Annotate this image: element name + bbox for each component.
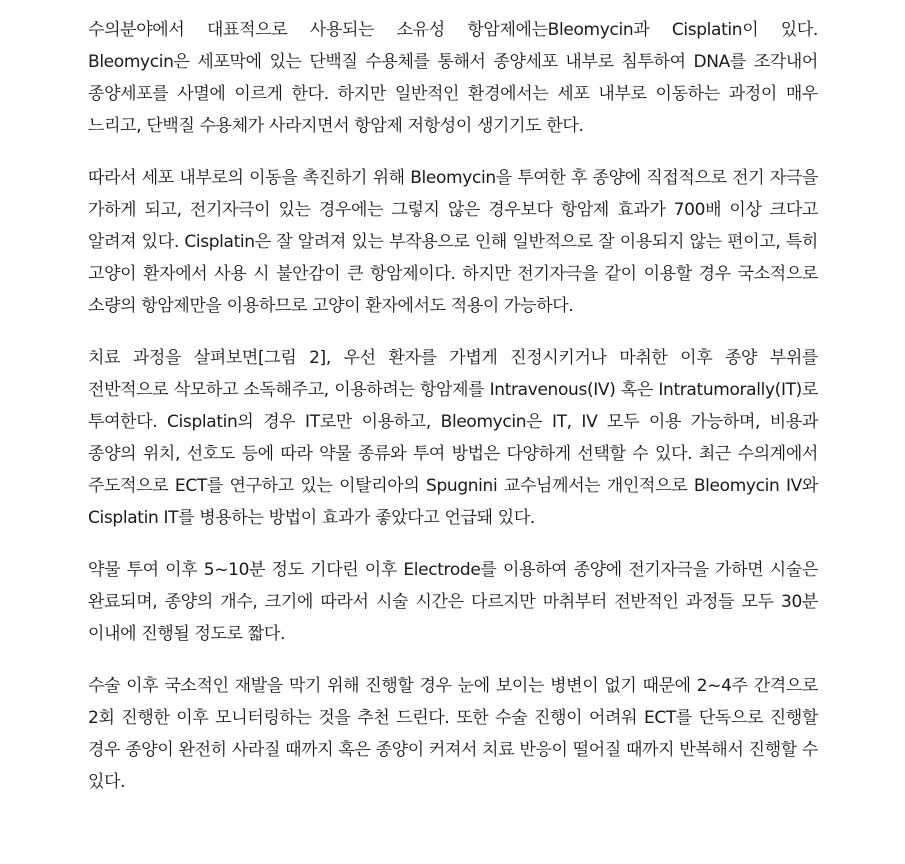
- article-body: [88, 14, 818, 818]
- paragraph-electric-stimulation: 따라서 세포 내부로의 이동을 촉진하기 위해 Bleomycin을 투여한 후 종양에 직접적으로 전기 자극을 가하게 되고, 전기자극이 있는 경우에는 그렇지 않은 경우보다 항암제 효과가 700배 이상 크다고 알려져 있다. Cisplatin은 잘 알려져 있는 부작용으로 인해 일반적으로 잘 이용되지 않는 편이고, 특히 고양이 환자에서 사용 시 불안감이 큰 항암제이다. 하지만 전기자극을 같이 이용할 경우 국소적으로 소량의 항암제만을 이용하므로 고양이 환자에서도 적용이 가능하다.: [88, 168, 818, 316]
- paragraph-treatment-process: 치료 과정을 살펴보면[그림 2], 우선 환자를 가볍게 진정시키거나 마취한 이후 종양 부위를 전반적으로 삭모하고 소독해주고, 이용하려는 항암제를 Intravenous(IV) 혹은 Intratumorally(IT)로 투여한다. Cisplatin의 경우 IT로만 이용하고, Bleomycin은 IT, IV 모두 이용 가능하며, 비용과 종양의 위치, 선호도 등에 따라 약물 종류와 투여 방법은 다양하게 선택할 수 있다. 최근 수의계에서 주도적으로 ECT를 연구하고 있는 이탈리아의 Spugnini 교수님께서는 개인적으로 Bleomycin IV와 Cisplatin IT를 병용하는 방법이 효과가 좋았다고 언급돼 있다.: [88, 348, 818, 528]
- paragraph-post-surgery: 수술 이후 국소적인 재발을 막기 위해 진행할 경우 눈에 보이는 병변이 없기 때문에 2~4주 간격으로 2회 진행한 이후 모니터링하는 것을 추천 드린다. 또한 수술 진행이 어려워 ECT를 단독으로 진행할 경우 종양이 완전히 사라질 때까지 혹은 종양이 커져서 치료 반응이 떨어질 때까지 반복해서 진행할 수 있다.: [88, 676, 818, 792]
- paragraph-antitumor-drugs: 수의분야에서 대표적으로 사용되는 소유성 항암제에는Bleomycin과 Cisplatin이 있다. Bleomycin은 세포막에 있는 단백질 수용체를 통해서 종양세포 내부로 침투하여 DNA를 조각내어 종양세포를 사멸에 이르게 한다. 하지만 일반적인 환경에서는 세포 내부로 이동하는 과정이 매우 느리고, 단백질 수용체가 사라지면서 항암제 저항성이 생기기도 한다.: [88, 20, 818, 136]
- paragraph-electrode-procedure: 약물 투여 이후 5~10분 정도 기다린 이후 Electrode를 이용하여 종양에 전기자극을 가하면 시술은 완료되며, 종양의 개수, 크기에 따라서 시술 시간은 다르지만 마취부터 전반적인 과정들 모두 30분 이내에 진행될 정도로 짧다.: [88, 560, 818, 644]
